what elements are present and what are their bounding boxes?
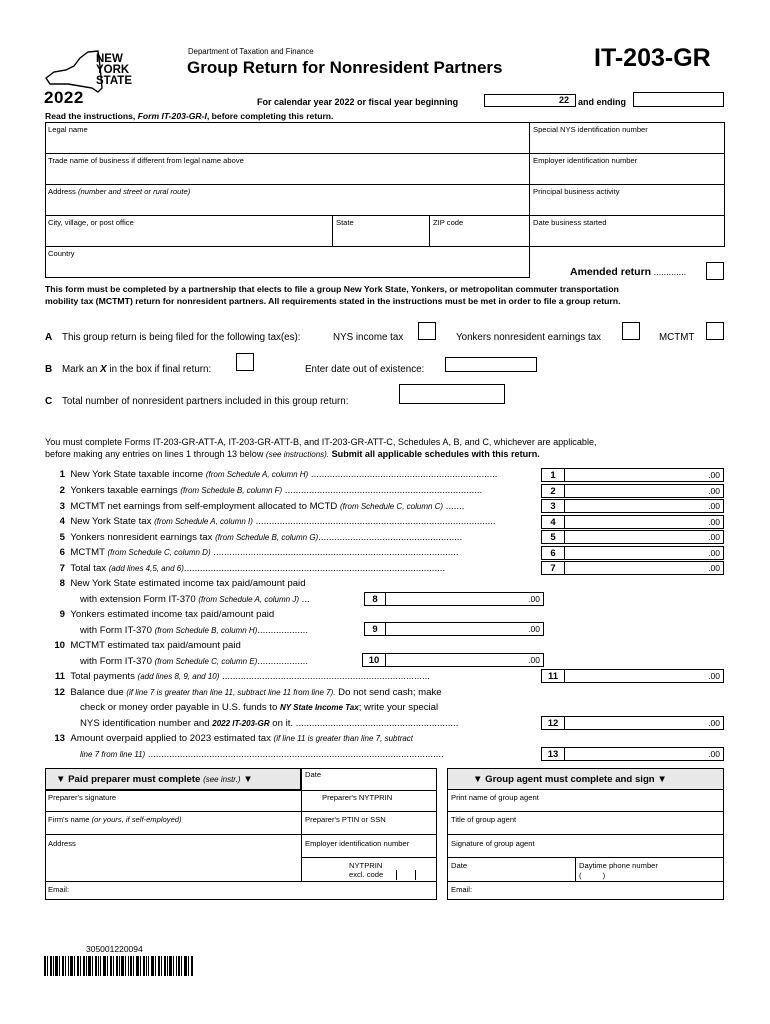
form-number: IT-203-GR: [594, 44, 711, 72]
line-9-text-1: 9 Yonkers estimated income tax paid/amount paid: [59, 609, 275, 620]
preparer-date-label: Date: [305, 770, 322, 779]
question-b-text: Mark an X in the box if final return:: [62, 364, 212, 375]
line-7-amount-field[interactable]: .00: [565, 561, 724, 575]
fiscal-year-prefix: 22: [558, 95, 569, 105]
agent-date-label: Date: [451, 861, 468, 870]
line-3: 3 MCTMT net earnings from self-employment allocated to MCTD (from Schedule C, column C) .......: [59, 502, 465, 512]
agent-title-label: Title of group agent: [451, 815, 517, 824]
line-12-text-1: 12 Balance due (if line 7 is greater than line 11, subtract line 11 from line 7). Do not send cash; make: [54, 687, 442, 698]
mctmt-label: MCTMT: [659, 332, 695, 343]
question-a-letter: A: [45, 332, 53, 343]
line-13-amount-field[interactable]: .00: [565, 747, 724, 761]
line-1-box-number: 1: [541, 468, 565, 482]
line-13-text-2: line 7 from line 11) ...............................................................................................................: [80, 750, 444, 760]
legal-name-label: Legal name: [48, 125, 88, 134]
preparer-header-text: ▼ Paid preparer must complete (see instr.) ▼: [56, 774, 253, 785]
line-6-amount-field[interactable]: .00: [565, 546, 724, 560]
line-4-amount-field[interactable]: .00: [565, 515, 724, 529]
tax-year: 2022: [44, 88, 84, 107]
line-9-amount-field[interactable]: .00: [386, 622, 544, 636]
line-9-box-number: 9: [364, 622, 386, 636]
agent-signature-label: Signature of group agent: [451, 839, 535, 848]
form-title: Group Return for Nonresident Partners: [187, 58, 503, 77]
total-partners-field[interactable]: [399, 384, 505, 404]
date-started-label: Date business started: [533, 218, 607, 227]
country-label: Country: [48, 249, 75, 258]
state-label: State: [336, 218, 354, 227]
preparer-nytprin-label: Preparer's NYTPRIN: [322, 793, 393, 802]
logo-text-state: STATE: [96, 75, 132, 87]
line-3-box-number: 3: [541, 499, 565, 513]
line-13-text-1: 13 Amount overpaid applied to 2023 estimated tax (if line 11 is greater than line 7, subtract: [54, 733, 414, 744]
logo-text-new: NEW: [96, 53, 123, 65]
line-12-amount-field[interactable]: .00: [565, 716, 724, 730]
barcode-number: 305001220094: [86, 944, 143, 954]
city-label: City, village, or post office: [48, 218, 134, 227]
line-7-box-number: 7: [541, 561, 565, 575]
line-12-box-number: 12: [541, 716, 565, 730]
line-8-text-1: 8 New York State estimated income tax paid/amount paid: [59, 578, 306, 589]
line-6-box-number: 6: [541, 546, 565, 560]
line-10-box-number: 10: [362, 653, 386, 667]
line-6: 6 MCTMT (from Schedule C, column D) ............................................................................................: [59, 548, 459, 558]
final-return-checkbox[interactable]: [236, 353, 254, 371]
line-9-text-2: with Form IT-370 (from Schedule B, column H)...................: [80, 625, 308, 636]
line-12-text-3: NYS identification number and 2022 IT-203-GR on it. .............................................................: [80, 719, 459, 729]
line-10-text-1: 10 MCTMT estimated tax paid/amount paid: [54, 640, 241, 651]
line-12-text-2: check or money order payable in U.S. funds to NY State Income Tax; write your special: [80, 702, 439, 713]
amended-return-checkbox[interactable]: [706, 262, 724, 280]
zip-label: ZIP code: [433, 218, 464, 227]
department-name: Department of Taxation and Finance: [188, 47, 314, 56]
line-7: 7 Total tax (add lines 4,5, and 6)..................................................................................................: [59, 564, 446, 574]
date-out-of-existence-field[interactable]: [445, 357, 537, 372]
agent-header-text: ▼ Group agent must complete and sign ▼: [473, 774, 667, 785]
preparer-ein-label: Employer identification number: [305, 839, 410, 848]
ein-label: Employer identification number: [533, 156, 638, 165]
question-a-text: This group return is being filed for the following tax(es):: [62, 332, 301, 343]
barcode-graphic: [44, 956, 194, 976]
line-11-amount-field[interactable]: .00: [565, 669, 724, 683]
fiscal-year-end-field[interactable]: [633, 92, 724, 107]
principal-activity-label: Principal business activity: [533, 187, 620, 196]
notice-line-1: This form must be completed by a partnership that elects to file a group New York State, Yonkers, or metropolitan commuter transportation: [45, 284, 619, 294]
nys-income-tax-label: NYS income tax: [333, 332, 404, 343]
line-10-text-2: with Form IT-370 (from Schedule C, column E)...................: [80, 656, 308, 667]
line-10-amount-field[interactable]: .00: [386, 653, 544, 667]
instructions-line-2: before making any entries on lines 1 through 13 below (see instructions). Submit all applicable schedules with this return.: [45, 449, 540, 459]
line-13-box-number: 13: [541, 747, 565, 761]
read-instructions-note: Read the instructions, Form IT-203-GR-I, before completing this return.: [45, 111, 334, 121]
logo-text-york: YORK: [96, 64, 130, 76]
preparer-signature-label: Preparer's signature: [48, 793, 117, 802]
line-3-amount-field[interactable]: .00: [565, 499, 724, 513]
line-2-amount-field[interactable]: .00: [565, 484, 724, 498]
country-field[interactable]: [45, 246, 530, 278]
line-8-box-number: 8: [364, 592, 386, 606]
nys-income-tax-checkbox[interactable]: [418, 322, 436, 340]
line-11-box-number: 11: [541, 669, 565, 683]
yonkers-tax-checkbox[interactable]: [622, 322, 640, 340]
line-2-box-number: 2: [541, 484, 565, 498]
line-4: 4 New York State tax (from Schedule A, column I) ..........................................................................................: [59, 517, 496, 527]
notice-line-2: mobility tax (MCTMT) return for nonresident partners. All requirements stated in the instructions must be met in order to file a group return.: [45, 296, 621, 306]
agent-phone-label: Daytime phone number: [579, 861, 658, 870]
line-4-box-number: 4: [541, 515, 565, 529]
barcode-icon: [44, 956, 194, 976]
line-11: 11 Total payments (add lines 8, 9, and 10) ..............................................................................: [54, 672, 430, 682]
question-c-text: Total number of nonresident partners included in this group return:: [62, 396, 349, 407]
nytprin-excl-label: NYTPRIN excl. code: [349, 861, 384, 879]
fiscal-year-label: For calendar year 2022 or fiscal year beginning: [257, 97, 459, 107]
instructions-line-1: You must complete Forms IT-203-GR-ATT-A, IT-203-GR-ATT-B, and IT-203-GR-ATT-C, Schedules A, B, and C, whichever are applicable,: [45, 437, 597, 447]
fiscal-year-begin-field[interactable]: [484, 94, 576, 107]
date-out-of-existence-label: Enter date out of existence:: [305, 364, 425, 375]
preparer-email-label: Email:: [48, 885, 70, 894]
special-nys-id-label: Special NYS identification number: [533, 125, 648, 134]
preparer-ptin-label: Preparer's PTIN or SSN: [305, 815, 386, 824]
trade-name-label: Trade name of business if different from legal name above: [48, 156, 244, 165]
preparer-address-label: Address: [48, 839, 76, 848]
legal-name-field[interactable]: [45, 122, 530, 154]
line-5: 5 Yonkers nonresident earnings tax (from Schedule B, column G)......................................................: [59, 533, 463, 543]
line-1: 1 New York State taxable income (from Schedule A, column H) ......................................................................: [59, 470, 498, 480]
question-b-letter: B: [45, 364, 53, 375]
mctmt-checkbox[interactable]: [706, 322, 724, 340]
nytprin-excl-code-field[interactable]: [396, 870, 416, 880]
line-8-text-2: with extension Form IT-370 (from Schedule A, column J) ...: [80, 594, 310, 605]
firm-name-label: Firm's name (or yours, if self-employed): [48, 815, 182, 824]
line-5-amount-field[interactable]: .00: [565, 530, 724, 544]
line-5-box-number: 5: [541, 530, 565, 544]
agent-phone-parens: ( ): [579, 871, 606, 880]
agent-print-name-label: Print name of group agent: [451, 793, 539, 802]
amended-return-label: Amended return .............: [570, 266, 687, 278]
and-ending-label: and ending: [578, 97, 626, 107]
agent-email-label: Email:: [451, 885, 473, 894]
yonkers-tax-label: Yonkers nonresident earnings tax: [456, 332, 602, 343]
line-2: 2 Yonkers taxable earnings (from Schedule B, column F) ..........................................................................: [59, 486, 483, 496]
line-8-amount-field[interactable]: .00: [386, 592, 544, 606]
question-c-letter: C: [45, 396, 53, 407]
line-1-amount-field[interactable]: .00: [565, 468, 724, 482]
address-label: Address (number and street or rural route): [48, 187, 191, 196]
